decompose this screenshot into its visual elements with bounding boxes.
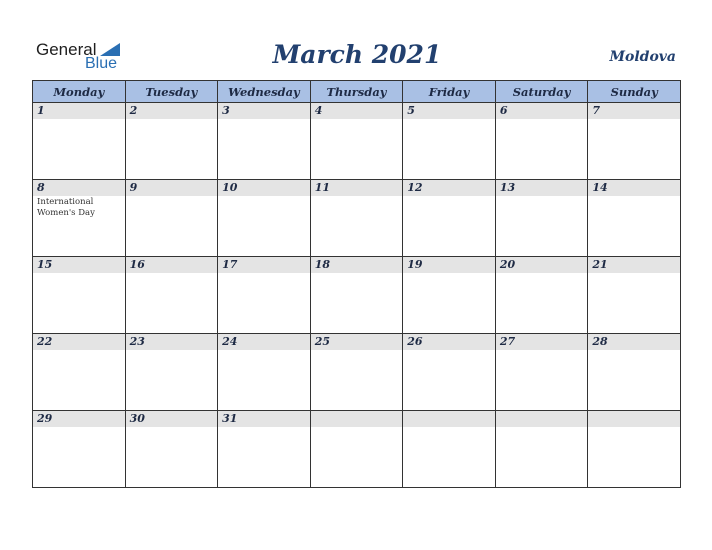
date-bar <box>126 180 218 196</box>
day-number: 22 <box>37 335 53 348</box>
date-bar <box>496 180 588 196</box>
day-number: 28 <box>592 335 608 348</box>
day-number: 25 <box>314 335 330 348</box>
date-bar <box>496 411 588 427</box>
day-cell <box>218 411 311 488</box>
weekday-friday: Friday <box>403 81 496 103</box>
day-cell <box>33 334 126 411</box>
generalblue-logo <box>36 40 136 74</box>
day-number: 13 <box>499 181 516 194</box>
week-row <box>33 103 681 180</box>
day-number: 1 <box>37 104 45 117</box>
day-cell <box>310 103 403 180</box>
day-number: 14 <box>592 181 608 194</box>
day-number: 2 <box>129 104 138 117</box>
day-cell <box>125 257 218 334</box>
date-bar <box>588 411 680 427</box>
logo-general-text: General <box>36 40 97 59</box>
date-bar <box>33 180 125 196</box>
weekday-tuesday: Tuesday <box>125 81 218 103</box>
day-number: 7 <box>592 104 601 117</box>
country-label: Moldova <box>609 49 676 65</box>
date-bar <box>126 334 218 350</box>
day-cell <box>218 257 311 334</box>
day-number: 17 <box>222 258 238 271</box>
day-cell <box>588 180 681 257</box>
day-number: 21 <box>592 258 608 271</box>
day-number: 10 <box>222 181 238 194</box>
day-number: 26 <box>407 335 423 348</box>
day-number: 18 <box>314 258 330 271</box>
date-bar <box>218 257 310 273</box>
day-number: 16 <box>129 258 145 271</box>
week-row <box>33 411 681 488</box>
day-cell <box>588 257 681 334</box>
week-row <box>33 180 681 257</box>
day-cell <box>403 180 496 257</box>
day-cell <box>218 180 311 257</box>
date-bar <box>588 103 680 119</box>
day-number: 23 <box>129 335 145 348</box>
date-bar <box>33 103 125 119</box>
calendar-grid <box>32 80 681 488</box>
date-bar <box>311 257 403 273</box>
weekday-saturday: Saturday <box>495 81 588 103</box>
holiday-label: International Women's Day <box>37 197 95 218</box>
day-number: 9 <box>129 181 138 194</box>
day-cell <box>310 180 403 257</box>
day-cell <box>403 411 496 488</box>
date-bar <box>588 257 680 273</box>
date-bar <box>311 180 403 196</box>
day-number: 20 <box>499 258 516 271</box>
date-bar <box>403 257 495 273</box>
day-cell <box>310 411 403 488</box>
day-number: 6 <box>499 104 508 117</box>
day-cell <box>588 334 681 411</box>
day-cell <box>495 334 588 411</box>
day-number: 24 <box>222 335 238 348</box>
weekday-thursday: Thursday <box>310 81 403 103</box>
day-number: 5 <box>407 104 415 117</box>
day-number: 12 <box>407 181 423 194</box>
logo-blue-text: Blue <box>85 55 118 72</box>
weekday-wednesday: Wednesday <box>218 81 311 103</box>
date-bar <box>126 257 218 273</box>
day-number: 19 <box>407 258 423 271</box>
day-number: 4 <box>314 104 323 117</box>
date-bar <box>218 334 310 350</box>
day-cell <box>495 180 588 257</box>
day-cell <box>33 103 126 180</box>
weekday-header-row <box>33 81 681 103</box>
date-bar <box>496 257 588 273</box>
date-bar <box>33 334 125 350</box>
day-cell <box>218 103 311 180</box>
date-bar <box>218 103 310 119</box>
day-number: 11 <box>314 181 330 194</box>
day-cell <box>403 334 496 411</box>
day-cell <box>125 180 218 257</box>
day-cell <box>125 334 218 411</box>
day-cell <box>495 411 588 488</box>
day-cell <box>310 257 403 334</box>
day-cell <box>588 103 681 180</box>
week-row <box>33 334 681 411</box>
day-number: 3 <box>222 104 230 117</box>
date-bar <box>403 411 495 427</box>
day-cell <box>125 103 218 180</box>
date-bar <box>126 411 218 427</box>
day-number: 30 <box>129 412 145 425</box>
week-row <box>33 257 681 334</box>
day-number: 8 <box>37 181 45 194</box>
day-cell <box>495 257 588 334</box>
day-cell <box>403 103 496 180</box>
date-bar <box>403 180 495 196</box>
date-bar <box>496 103 588 119</box>
day-cell <box>310 334 403 411</box>
calendar-title: March 2021 <box>272 40 442 69</box>
day-number: 29 <box>37 412 53 425</box>
day-cell <box>403 257 496 334</box>
day-cell <box>33 411 126 488</box>
date-bar <box>218 411 310 427</box>
date-bar <box>311 334 403 350</box>
day-number: 27 <box>499 335 516 348</box>
date-bar <box>403 103 495 119</box>
date-bar <box>311 411 403 427</box>
date-bar <box>218 180 310 196</box>
date-bar <box>588 180 680 196</box>
day-cell <box>125 411 218 488</box>
date-bar <box>311 103 403 119</box>
day-cell <box>218 334 311 411</box>
day-cell <box>33 180 126 257</box>
date-bar <box>33 257 125 273</box>
date-bar <box>496 334 588 350</box>
day-cell <box>33 257 126 334</box>
date-bar <box>403 334 495 350</box>
day-number: 15 <box>37 258 53 271</box>
day-cell <box>495 103 588 180</box>
day-cell <box>588 411 681 488</box>
date-bar <box>33 411 125 427</box>
weekday-sunday: Sunday <box>588 81 681 103</box>
day-number: 31 <box>222 412 238 425</box>
date-bar <box>126 103 218 119</box>
date-bar <box>588 334 680 350</box>
weekday-monday: Monday <box>33 81 126 103</box>
